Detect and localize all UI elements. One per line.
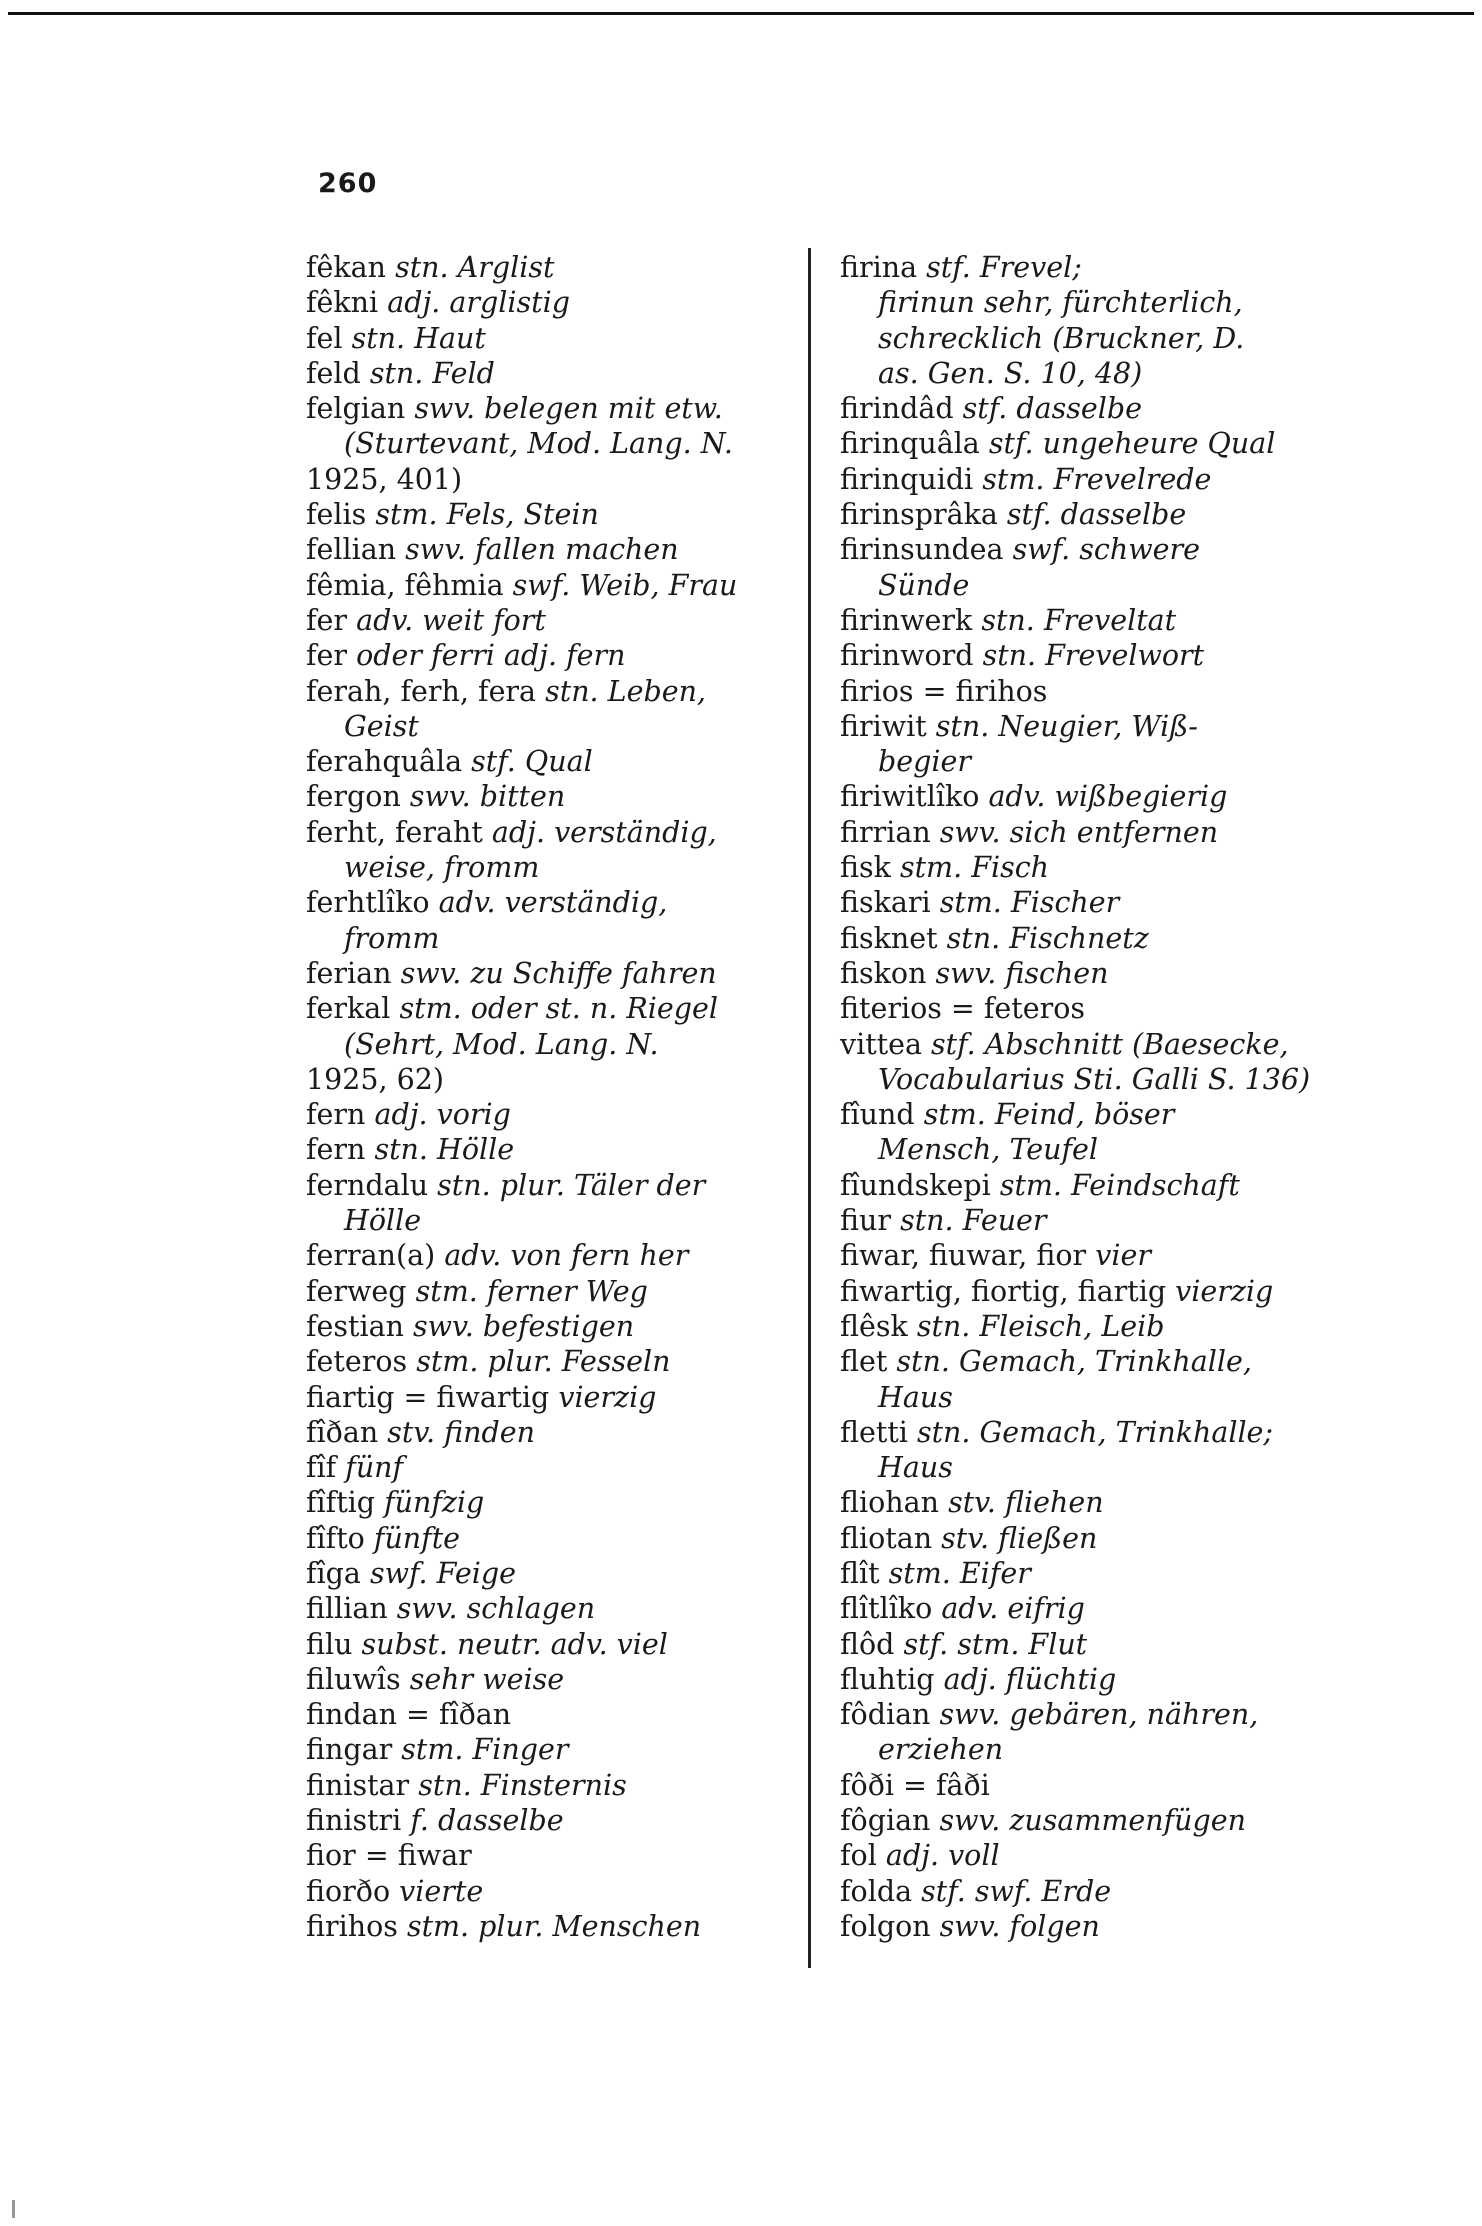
headword: felis xyxy=(306,498,367,532)
gloss: stn. Gemach, Trinkhalle, xyxy=(896,1345,1252,1379)
gloss: stn. Feld xyxy=(369,356,495,390)
dictionary-entry xyxy=(306,1556,766,1591)
gloss: vierzig xyxy=(1175,1274,1274,1308)
dictionary-entry xyxy=(840,1097,1340,1132)
gloss: stv. fließen xyxy=(941,1521,1098,1555)
gloss: vier xyxy=(1095,1239,1151,1273)
page-number: 260 xyxy=(318,168,378,199)
dictionary-entry xyxy=(840,1203,1340,1238)
dictionary-entry xyxy=(840,1697,1340,1732)
gloss: swv. bitten xyxy=(409,780,566,814)
gloss: swf. Feige xyxy=(369,1556,516,1590)
dictionary-entry xyxy=(840,1909,1340,1944)
headword: fliotan xyxy=(840,1521,933,1555)
gloss: swf. schwere xyxy=(1012,533,1200,567)
dictionary-entry xyxy=(840,1662,1340,1697)
dictionary-entry xyxy=(840,1874,1340,1909)
dictionary-entry xyxy=(840,1309,1340,1344)
dictionary-entry xyxy=(840,1062,1340,1097)
headword: ferht, feraht xyxy=(306,815,483,849)
gloss: fünfzig xyxy=(384,1486,485,1520)
gloss: stf. dasselbe xyxy=(1006,498,1187,532)
dictionary-entry xyxy=(306,1521,766,1556)
dictionary-entry xyxy=(840,1556,1340,1591)
gloss: stn. Finsternis xyxy=(418,1768,627,1802)
headword: 1925, 401) xyxy=(306,462,463,496)
dictionary-entry xyxy=(306,1344,766,1379)
gloss: stn. Hölle xyxy=(374,1133,515,1167)
headword: feteros xyxy=(306,1345,408,1379)
dictionary-entry xyxy=(840,1415,1340,1450)
gloss: swv. befestigen xyxy=(413,1309,635,1343)
dictionary-entry xyxy=(306,1768,766,1803)
dictionary-entry xyxy=(840,815,1340,850)
headword: fer xyxy=(306,603,348,637)
headword: finistri xyxy=(306,1804,402,1838)
headword: fingar xyxy=(306,1733,393,1767)
gloss: Haus xyxy=(878,1380,953,1414)
dictionary-entry xyxy=(306,991,766,1026)
headword: firinsundea xyxy=(840,533,1004,567)
headword: findan = fîðan xyxy=(306,1698,512,1732)
dictionary-entry xyxy=(306,1591,766,1626)
dictionary-entry xyxy=(840,1238,1340,1273)
headword: fiwartig, fiortig, fiartig xyxy=(840,1274,1167,1308)
dictionary-entry xyxy=(840,1168,1340,1203)
headword: firindâd xyxy=(840,392,954,426)
gloss: begier xyxy=(878,745,971,779)
dictionary-entry xyxy=(306,1874,766,1909)
dictionary-entry xyxy=(840,956,1340,991)
dictionary-entry xyxy=(306,356,766,391)
headword: fisknet xyxy=(840,921,938,955)
headword: finistar xyxy=(306,1768,410,1802)
headword: firios = firihos xyxy=(840,674,1048,708)
gloss: Geist xyxy=(344,709,419,743)
gloss: fromm xyxy=(344,921,440,955)
headword: fîftig xyxy=(306,1486,376,1520)
gloss: as. Gen. S. 10, 48) xyxy=(878,356,1143,390)
gloss: stm. Feind, böser xyxy=(923,1098,1175,1132)
headword: fel xyxy=(306,321,343,355)
dictionary-entry xyxy=(306,1732,766,1767)
headword: fîundskepi xyxy=(840,1168,991,1202)
dictionary-entry xyxy=(840,1768,1340,1803)
headword: fern xyxy=(306,1098,366,1132)
dictionary-entry xyxy=(840,885,1340,920)
headword: fiartig = fiwartig xyxy=(306,1380,550,1414)
gloss: stn. Freveltat xyxy=(981,603,1177,637)
dictionary-entry xyxy=(306,885,766,920)
gloss: stn. Arglist xyxy=(395,251,555,284)
dictionary-entry xyxy=(306,709,766,744)
gloss: swv. gebären, nähren, xyxy=(939,1698,1259,1732)
gloss: subst. neutr. adv. viel xyxy=(361,1627,668,1661)
gloss: firinun sehr, fürchterlich, xyxy=(878,286,1243,320)
gloss: vierzig xyxy=(558,1380,657,1414)
gloss: swv. fallen machen xyxy=(405,533,679,567)
headword: fiskari xyxy=(840,886,931,920)
gloss: stn. Haut xyxy=(351,321,486,355)
headword: ferah, ferh, fera xyxy=(306,674,537,708)
dictionary-entry xyxy=(306,1274,766,1309)
dictionary-entry xyxy=(306,1450,766,1485)
gloss: stv. finden xyxy=(387,1415,535,1449)
gloss: adj. verständig, xyxy=(491,815,717,849)
headword: ferran(a) xyxy=(306,1239,436,1273)
dictionary-entry xyxy=(306,321,766,356)
headword: firinword xyxy=(840,639,974,673)
dictionary-entry xyxy=(840,921,1340,956)
headword: flît xyxy=(840,1556,880,1590)
headword: fletti xyxy=(840,1415,908,1449)
headword: fîund xyxy=(840,1098,915,1132)
dictionary-entry xyxy=(840,991,1340,1026)
dictionary-entry xyxy=(840,1027,1340,1062)
dictionary-entry xyxy=(306,1697,766,1732)
gloss: stf. stm. Flut xyxy=(903,1627,1088,1661)
headword: folda xyxy=(840,1874,913,1908)
gloss: erziehen xyxy=(878,1733,1004,1767)
dictionary-entry xyxy=(306,1238,766,1273)
dictionary-entry xyxy=(306,568,766,603)
dictionary-entry xyxy=(306,532,766,567)
headword: fillian xyxy=(306,1592,388,1626)
dictionary-entry xyxy=(306,744,766,779)
headword: firina xyxy=(840,251,918,284)
headword: flôd xyxy=(840,1627,895,1661)
headword: firiwit xyxy=(840,709,927,743)
headword: fiorðo xyxy=(306,1874,391,1908)
headword: flîtlîko xyxy=(840,1592,933,1626)
gloss: adv. verständig, xyxy=(438,886,668,920)
gloss: oder ferri adj. fern xyxy=(356,639,626,673)
dictionary-entry xyxy=(840,1274,1340,1309)
headword: firinquidi xyxy=(840,462,974,496)
headword: fîfto xyxy=(306,1521,365,1555)
gloss: stn. Feuer xyxy=(900,1204,1047,1238)
dictionary-entry xyxy=(306,285,766,320)
dictionary-entry xyxy=(306,1203,766,1238)
dictionary-entry xyxy=(840,1485,1340,1520)
dictionary-entry xyxy=(840,744,1340,779)
headword: fellian xyxy=(306,533,397,567)
dictionary-entry xyxy=(306,603,766,638)
dictionary-entry xyxy=(306,1662,766,1697)
gloss: swv. folgen xyxy=(939,1909,1100,1943)
headword: fior = fiwar xyxy=(306,1839,472,1873)
gloss: stf. Abschnitt (Baesecke, xyxy=(931,1027,1289,1061)
headword: flêsk xyxy=(840,1309,908,1343)
column-divider xyxy=(808,248,811,1968)
gloss: sehr weise xyxy=(409,1662,565,1696)
gloss: stv. fliehen xyxy=(948,1486,1104,1520)
headword: fluhtig xyxy=(840,1662,935,1696)
dictionary-entry xyxy=(840,638,1340,673)
gloss: adj. vorig xyxy=(374,1098,511,1132)
gloss: adv. eifrig xyxy=(941,1592,1085,1626)
gloss: schrecklich (Bruckner, D. xyxy=(878,321,1245,355)
gloss: stm. Eifer xyxy=(888,1556,1031,1590)
headword: firihos xyxy=(306,1909,398,1943)
dictionary-entry xyxy=(306,1168,766,1203)
dictionary-entry xyxy=(840,1838,1340,1873)
gloss: stf. dasselbe xyxy=(962,392,1142,426)
gloss: stm. Frevelrede xyxy=(982,462,1212,496)
dictionary-entry xyxy=(840,497,1340,532)
dictionary-entry xyxy=(840,321,1340,356)
gloss: stn. Fischnetz xyxy=(946,921,1149,955)
dictionary-entry xyxy=(840,779,1340,814)
dictionary-entry xyxy=(840,1132,1340,1167)
dictionary-entry xyxy=(306,638,766,673)
dictionary-entry xyxy=(306,1627,766,1662)
dictionary-entry xyxy=(306,250,766,285)
gloss: swf. Weib, Frau xyxy=(512,568,738,602)
dictionary-entry xyxy=(840,391,1340,426)
right-column xyxy=(840,250,1340,1944)
dictionary-entry xyxy=(306,674,766,709)
headword: firiwitlîko xyxy=(840,780,980,814)
dictionary-entry xyxy=(840,568,1340,603)
gloss: stn. Neugier, Wiß- xyxy=(935,709,1198,743)
gloss: stm. Finger xyxy=(401,1733,569,1767)
gloss: adv. von fern her xyxy=(444,1239,689,1273)
dictionary-entry xyxy=(840,1450,1340,1485)
gloss: stm. Fischer xyxy=(939,886,1120,920)
gloss: Haus xyxy=(878,1451,953,1485)
headword: festian xyxy=(306,1309,404,1343)
headword: ferweg xyxy=(306,1274,407,1308)
dictionary-entry xyxy=(306,391,766,426)
headword: fol xyxy=(840,1839,877,1873)
dictionary-entry xyxy=(840,356,1340,391)
headword: folgon xyxy=(840,1909,931,1943)
headword: fôdian xyxy=(840,1698,931,1732)
gloss: stf. ungeheure Qual xyxy=(988,427,1276,461)
dictionary-entry xyxy=(306,1027,766,1062)
dictionary-entry xyxy=(840,1344,1340,1379)
dictionary-entry xyxy=(840,1591,1340,1626)
gloss: stm. Fisch xyxy=(899,851,1050,885)
dictionary-entry xyxy=(840,709,1340,744)
headword: fern xyxy=(306,1133,366,1167)
gloss: stn. Leben, xyxy=(545,674,706,708)
gloss: stf. swf. Erde xyxy=(921,1874,1112,1908)
gloss: Mensch, Teufel xyxy=(878,1133,1099,1167)
dictionary-entry xyxy=(840,462,1340,497)
headword: fîga xyxy=(306,1556,361,1590)
left-column xyxy=(306,250,766,1944)
gloss: weise, fromm xyxy=(344,851,540,885)
headword: fliohan xyxy=(840,1486,939,1520)
headword: ferkal xyxy=(306,992,391,1026)
headword: fiterios = feteros xyxy=(840,992,1085,1026)
dictionary-entry xyxy=(306,1309,766,1344)
gloss: swv. zusammenfügen xyxy=(939,1804,1246,1838)
gloss: stf. Frevel; xyxy=(926,251,1082,284)
dictionary-entry xyxy=(306,779,766,814)
gloss: adj. arglistig xyxy=(387,286,570,320)
headword: fîðan xyxy=(306,1415,379,1449)
headword: filuwîs xyxy=(306,1662,401,1696)
gloss: f. dasselbe xyxy=(410,1804,564,1838)
dictionary-entry xyxy=(840,1521,1340,1556)
headword: felgian xyxy=(306,392,406,426)
headword: fôgian xyxy=(840,1804,931,1838)
headword: fêmia, fêhmia xyxy=(306,568,504,602)
gloss: stn. Frevelwort xyxy=(982,639,1205,673)
dictionary-entry xyxy=(306,1803,766,1838)
headword: ferndalu xyxy=(306,1168,429,1202)
dictionary-entry xyxy=(840,1732,1340,1767)
headword: firinquâla xyxy=(840,427,980,461)
gloss: swv. belegen mit etw. xyxy=(414,392,723,426)
headword: fêkni xyxy=(306,286,379,320)
dictionary-entry xyxy=(306,1380,766,1415)
dictionary-entry xyxy=(306,1132,766,1167)
gloss: swv. fischen xyxy=(935,956,1109,990)
gloss: adv. wißbegierig xyxy=(988,780,1228,814)
dictionary-entry xyxy=(306,815,766,850)
headword: vittea xyxy=(840,1027,922,1061)
headword: feld xyxy=(306,356,361,390)
headword: firinwerk xyxy=(840,603,973,637)
gloss: stm. Fels, Stein xyxy=(375,498,599,532)
dictionary-entry xyxy=(306,850,766,885)
gloss: stn. Gemach, Trinkhalle; xyxy=(916,1415,1274,1449)
dictionary-entry xyxy=(840,532,1340,567)
gloss: stm. oder st. n. Riegel xyxy=(399,992,718,1026)
gloss: Vocabularius Sti. Galli S. 136) xyxy=(878,1062,1311,1096)
headword: 1925, 62) xyxy=(306,1062,445,1096)
gloss: swv. sich entfernen xyxy=(939,815,1219,849)
margin-mark xyxy=(12,2200,15,2218)
dictionary-entry xyxy=(306,1062,766,1097)
dictionary-entry xyxy=(840,250,1340,285)
headword: firinsprâka xyxy=(840,498,998,532)
dictionary-entry xyxy=(840,1627,1340,1662)
gloss: vierte xyxy=(399,1874,484,1908)
dictionary-entry xyxy=(306,956,766,991)
headword: fiwar, fiuwar, fior xyxy=(840,1239,1087,1273)
gloss: adv. weit fort xyxy=(356,603,546,637)
gloss: Hölle xyxy=(344,1204,422,1238)
headword: fer xyxy=(306,639,348,673)
gloss: stf. Qual xyxy=(471,745,593,779)
gloss: (Sehrt, Mod. Lang. N. xyxy=(344,1027,659,1061)
headword: firrian xyxy=(840,815,931,849)
dictionary-entry xyxy=(306,1485,766,1520)
gloss: swv. schlagen xyxy=(396,1592,596,1626)
headword: flet xyxy=(840,1345,888,1379)
headword: fêkan xyxy=(306,251,387,284)
headword: fôði = fâði xyxy=(840,1768,990,1802)
dictionary-entry xyxy=(840,1803,1340,1838)
dictionary-entry xyxy=(306,462,766,497)
headword: ferhtlîko xyxy=(306,886,430,920)
headword: fergon xyxy=(306,780,401,814)
gloss: stm. plur. Menschen xyxy=(406,1909,702,1943)
gloss: stn. Fleisch, Leib xyxy=(916,1309,1165,1343)
headword: fiskon xyxy=(840,956,927,990)
dictionary-entry xyxy=(840,603,1340,638)
dictionary-entry xyxy=(840,1380,1340,1415)
dictionary-entry xyxy=(306,1097,766,1132)
dictionary-entry xyxy=(840,850,1340,885)
gloss: stn. plur. Täler der xyxy=(437,1168,706,1202)
gloss: fünf xyxy=(345,1451,404,1485)
dictionary-entry xyxy=(840,674,1340,709)
gloss: Sünde xyxy=(878,568,970,602)
dictionary-entry xyxy=(306,1909,766,1944)
dictionary-entry xyxy=(840,285,1340,320)
dictionary-entry xyxy=(306,1415,766,1450)
top-rule xyxy=(8,12,1474,15)
gloss: (Sturtevant, Mod. Lang. N. xyxy=(344,427,733,461)
headword: filu xyxy=(306,1627,353,1661)
dictionary-entry xyxy=(840,426,1340,461)
gloss: adj. voll xyxy=(885,1839,1000,1873)
dictionary-entry xyxy=(306,426,766,461)
gloss: stm. plur. Fesseln xyxy=(416,1345,671,1379)
gloss: stm. ferner Weg xyxy=(415,1274,648,1308)
headword: fiur xyxy=(840,1204,891,1238)
headword: ferahquâla xyxy=(306,745,463,779)
gloss: fünfte xyxy=(373,1521,461,1555)
dictionary-entry xyxy=(306,1838,766,1873)
gloss: swv. zu Schiffe fahren xyxy=(400,956,717,990)
gloss: adj. flüchtig xyxy=(943,1662,1117,1696)
dictionary-entry xyxy=(306,921,766,956)
dictionary-entry xyxy=(306,497,766,532)
gloss: stm. Feindschaft xyxy=(999,1168,1240,1202)
headword: fisk xyxy=(840,851,891,885)
headword: ferian xyxy=(306,956,392,990)
headword: fîf xyxy=(306,1451,337,1485)
